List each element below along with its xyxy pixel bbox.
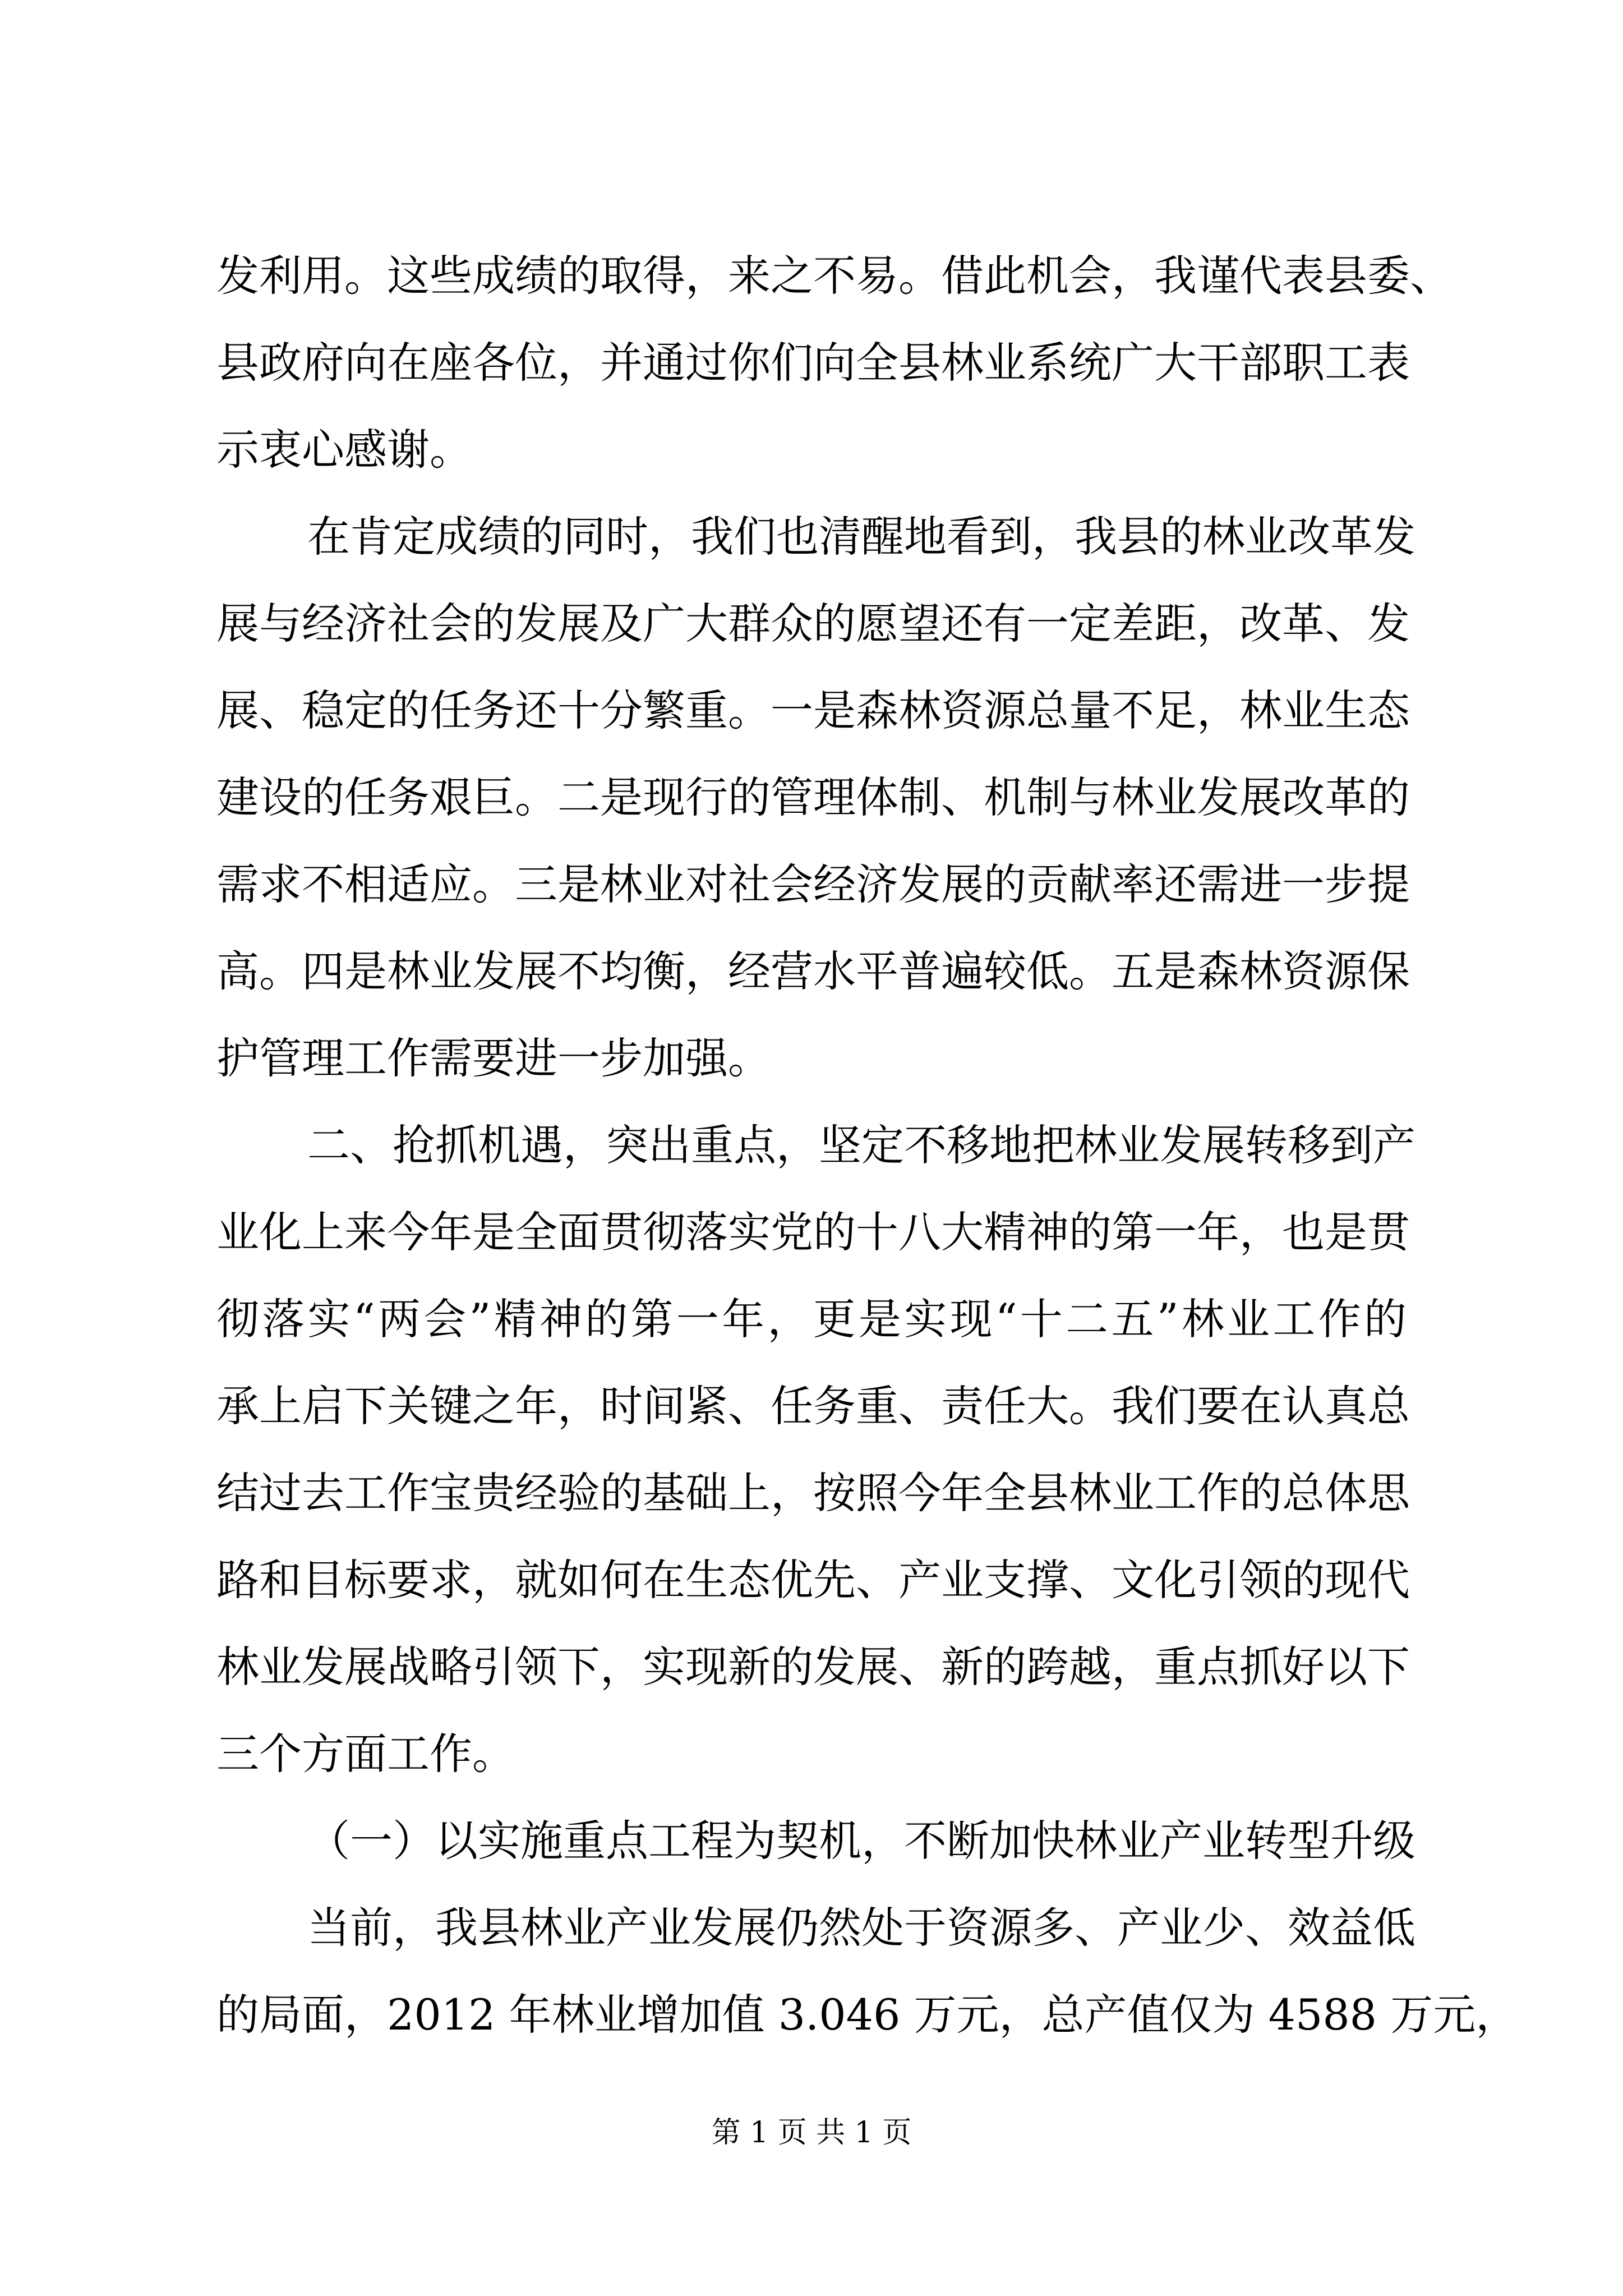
- paragraph-line: 高。四是林业发展不均衡，经营水平普遍较低。五是森林资源保: [216, 946, 1410, 996]
- paragraph-line: 在肯定成绩的同时，我们也清醒地看到，我县的林业改革发: [307, 512, 1415, 562]
- paragraph-line: 彻落实“两会”精神的第一年，更是实现“十二五”林业工作的: [216, 1294, 1407, 1344]
- page-number-footer: 第 1 页 共 1 页: [711, 2116, 912, 2150]
- paragraph-line: 业化上来今年是全面贯彻落实党的十八大精神的第一年，也是贯: [216, 1207, 1410, 1257]
- paragraph-line: 需求不相适应。三是林业对社会经济发展的贡献率还需进一步提: [216, 859, 1410, 909]
- paragraph-line: 结过去工作宝贵经验的基础上，按照今年全县林业工作的总体思: [216, 1468, 1410, 1518]
- paragraph-line: 建设的任务艰巨。二是现行的管理体制、机制与林业发展改革的: [216, 772, 1410, 822]
- paragraph-line: 路和目标要求，就如何在生态优先、产业支撑、文化引领的现代: [216, 1555, 1410, 1605]
- paragraph-line: 承上启下关键之年，时间紧、任务重、责任大。我们要在认真总: [216, 1381, 1410, 1431]
- paragraph-line: 示衷心感谢。: [216, 425, 472, 475]
- paragraph-line: 的局面，2012 年林业增加值 3.046 万元，总产值仅为 4588 万元，: [216, 1990, 1519, 2040]
- paragraph-line: 林业发展战略引领下，实现新的发展、新的跨越，重点抓好以下: [216, 1642, 1410, 1692]
- paragraph-line: 展、稳定的任务还十分繁重。一是森林资源总量不足，林业生态: [216, 685, 1410, 735]
- section-heading-line: 二、抢抓机遇，突出重点，坚定不移地把林业发展转移到产: [307, 1120, 1415, 1170]
- paragraph-line: 县政府向在座各位，并通过你们向全县林业系统广大干部职工表: [216, 338, 1410, 388]
- paragraph-line: 三个方面工作。: [216, 1729, 515, 1779]
- paragraph-line: 展与经济社会的发展及广大群众的愿望还有一定差距，改革、发: [216, 599, 1410, 648]
- subsection-heading: （一）以实施重点工程为契机，不断加快林业产业转型升级: [307, 1816, 1415, 1866]
- paragraph-line: 当前，我县林业产业发展仍然处于资源多、产业少、效益低: [307, 1903, 1415, 1953]
- paragraph-line: 发利用。这些成绩的取得，来之不易。借此机会，我谨代表县委、: [216, 251, 1453, 301]
- paragraph-line: 护管理工作需要进一步加强。: [216, 1033, 771, 1083]
